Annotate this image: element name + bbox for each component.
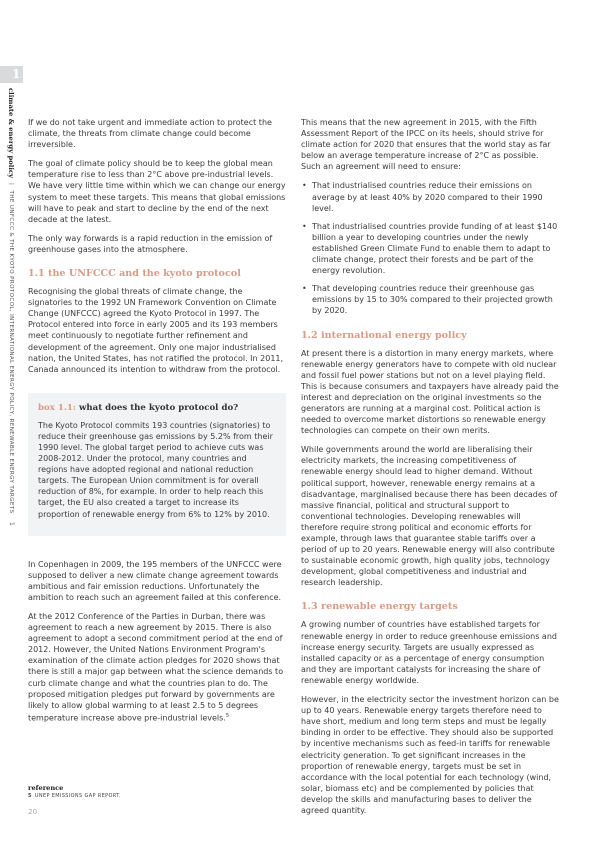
- bullet-item: • That industrialised countries reduce their emissions on average by at least 40% by 2020 compared to their 1990 level.: [301, 180, 559, 213]
- header-separator: |: [8, 183, 14, 186]
- page-number: 20: [28, 807, 38, 816]
- section-1-2-paragraph-1: At present there is a distortion in many energy markets, where renewable energy generators have to compete with old nuclear and fossil fuel power stations but not on a level playing field. This is because consumers and taxpayers have already paid the interest and depreciation on the original investments so the generators are running at a marginal cost. Political action is needed to overcome market distortions so renewable energy technologies can compete on their own merits.: [301, 348, 559, 436]
- reference-item: [28, 793, 121, 799]
- chapter-tab: [0, 66, 23, 83]
- chapter-tab-number: 1: [12, 67, 21, 81]
- chapter-title: climate & energy policy: [7, 88, 15, 179]
- intro-paragraph-3: The only way forwards is a rapid reduction in the emission of greenhouse gases into the atmosphere.: [28, 233, 273, 254]
- left-column: [28, 117, 286, 732]
- right-column: [301, 117, 559, 824]
- section-1-2-paragraph-2: While governments around the world are liberalising their electricity markets, the increasing competitiveness of renewable energy should lead to higher demand. Without political support, however, renewable energy remains at a disadvantage, marginalised because there has been decades of massive financial, political and structural support to conventional technologies. Developing renewables will therefore require strong political and economic efforts for example, through laws that guarantee stable tariffs over a period of up to 20 years. Renewable energy will also contribute to sustainable economic growth, high quality jobs, technology development, global competitiveness and industrial and research leadership.: [301, 445, 558, 588]
- box-label: box 1.1:: [38, 402, 76, 413]
- box-title: what does the kyoto protocol do?: [78, 402, 239, 413]
- chapter-mark: 1: [8, 521, 15, 526]
- section-1-3-paragraph-2: However, in the electricity sector the investment horizon can be up to 40 years. Renewable energy targets therefore need to have short, medium and long term steps and must be legally binding in order to be effective. They should also be supported by incentive mechanisms such as feed-in tariffs for renewable electricity generation. To get significant increases in the proportion of renewable energy, targets must be set in accordance with the local potential for each technology (wind, solar, biomass etc) and be complemented by policies that develop the skills and manufacturing bases to deliver the agreed quantity.: [301, 695, 559, 815]
- agreement-intro-paragraph: This means that the new agreement in 2015, with the Fifth Assessment Report of the IPCC on its heels, should strive for climate action for 2020 that ensures that the world stay as far below an average temperature increase of 2°C as possible. Such an agreement will need to ensure:: [301, 118, 551, 172]
- bullet-item: • That industrialised countries provide funding of at least $140 billion a year to developing countries under the newly established Green Climate Fund to enable them to adapt to climate change, protect their forests and be part of the energy revolution.: [301, 221, 559, 276]
- chapter-section-list: THE UNFCCC & THE KYOTO PROTOCOL, INTERNATIONAL ENERGY POLICY, RENEWABLE ENERGY TARGETS: [8, 190, 14, 514]
- vertical-chapter-header: [7, 88, 15, 526]
- bullet-item: • That developing countries reduce their greenhouse gas emissions by 15 to 30% compared to their projected growth by 2020.: [301, 283, 559, 316]
- durban-paragraph-text: At the 2012 Conference of the Parties in Durban, there was agreement to reach a new agreement by 2015. There is also agreement to adopt a second commitment period at the end of 2012. However, the United Nations Environment Program's examination of the climate action pledges for 2020 shows that there is still a major gap between what the science demands to curb climate change and what the countries plan to do. The proposed mitigation pledges put forward by governments are likely to allow global warming to at least 2.5 to 5 degrees temperature increase above pre-industrial levels.: [28, 612, 284, 723]
- section-1-3-heading: 1.3 renewable energy targets: [301, 601, 458, 613]
- reference-number: 5: [28, 793, 32, 799]
- durban-paragraph: [28, 611, 286, 724]
- section-1-2-heading: 1.2 international energy policy: [301, 329, 467, 341]
- box-heading: [38, 403, 276, 413]
- reference-title: reference: [28, 784, 64, 792]
- intro-paragraph-1: If we do not take urgent and immediate action to protect the climate, the threats from climate change could become irreversible.: [28, 118, 272, 150]
- reference-text: UNEP EMISSIONS GAP REPORT.: [34, 793, 121, 799]
- section-1-1-heading: 1.1 the UNFCCC and the kyoto protocol: [28, 268, 241, 280]
- reference-footer: [28, 784, 121, 799]
- section-1-1-paragraph: Recognising the global threats of climate change, the signatories to the 1992 UN Framework Convention on Climate Change (UNFCCC) agreed the Kyoto Protocol in 1997. The Protocol entered into force in early 2005 and its 193 members meet continuously to negotiate further refinement and development of the agreement. Only one major industrialised nation, the United States, has not ratified the protocol. In 2011, Canada announced its intention to withdraw from the protocol.: [28, 287, 284, 374]
- agreement-bullet-list: [301, 180, 559, 316]
- copenhagen-paragraph: In Copenhagen in 2009, the 195 members of the UNFCCC were supposed to deliver a new climate change agreement towards ambitious and fair emission reductions. Unfortunately the ambition to reach such an agreement failed at this conference.: [28, 559, 282, 602]
- intro-paragraph-2: The goal of climate policy should be to keep the global mean temperature rise to less than 2°C above pre-industrial levels. We have very little time within which we can change our energy system to meet these targets. This means that global emissions will have to peak and start to decline by the end of the next decade at the latest.: [28, 159, 286, 224]
- box-text: The Kyoto Protocol commits 193 countries (signatories) to reduce their greenhouse gas emissions by 5.2% from their 1990 level. The global target period to achieve cuts was 2008-2012. Under the protocol, many countries and regions have adopted regional and national reduction targets. The European Union commitment is for overall reduction of 8%, for example. In order to help reach this target, the EU also created a target to increase its proportion of renewable energy from 6% to 12% by 2010.: [38, 420, 273, 519]
- kyoto-info-box: [28, 393, 286, 536]
- footnote-marker: 5: [225, 712, 230, 719]
- section-1-3-paragraph-1: A growing number of countries have established targets for renewable energy in order to reduce greenhouse emissions and increase energy security. Targets are usually expressed as installed capacity or as a percentage of energy consumption and they are important catalysts for increasing the share of renewable energy worldwide.: [301, 620, 557, 685]
